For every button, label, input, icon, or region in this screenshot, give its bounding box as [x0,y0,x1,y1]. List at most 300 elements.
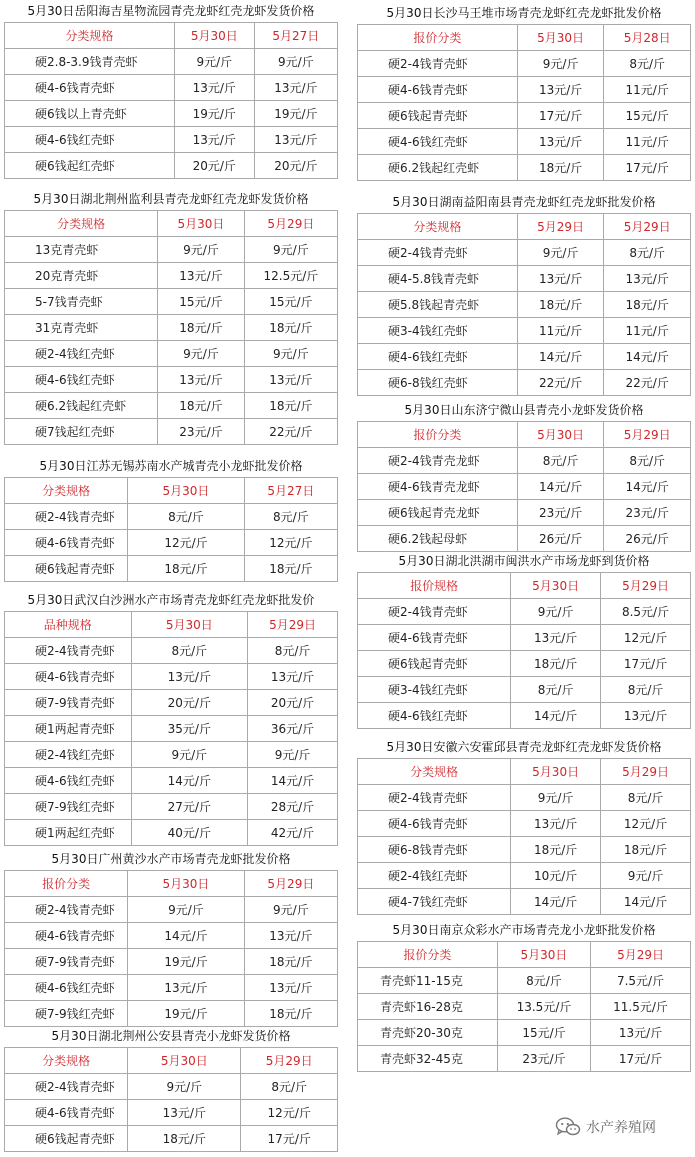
price-table [357,758,691,915]
price-previous-cell: 17元/斤 [241,1126,338,1152]
price-previous-cell: 19元/斤 [254,101,337,127]
price-previous-cell: 22元/斤 [604,370,691,396]
header-row [5,211,338,237]
price-previous-cell: 9元/斤 [601,863,691,889]
price-current-cell: 13元/斤 [174,75,254,101]
spec-cell: 硬6钱起青壳虾 [358,651,511,677]
price-previous-cell: 18元/斤 [604,292,691,318]
price-current-cell: 18元/斤 [158,393,245,419]
header-date-current: 5月30日 [497,942,590,968]
spec-cell: 硬2-4钱红壳虾 [5,341,158,367]
header-date-current: 5月30日 [517,25,604,51]
price-previous-cell: 22元/斤 [244,419,337,445]
price-previous-cell: 13元/斤 [244,975,337,1001]
spec-cell: 硬2-4钱青壳虾 [358,51,518,77]
table-row [358,1020,691,1046]
table-row [5,393,338,419]
table-row [358,51,691,77]
header-date-previous: 5月27日 [244,478,337,504]
table-row [5,1126,338,1152]
spec-cell: 硬4-6钱青壳虾 [5,923,128,949]
table-title: 5月30日岳阳海吉星物流园青壳龙虾红壳龙虾发货价格 [27,4,315,18]
price-previous-cell: 13元/斤 [601,703,691,729]
table-row [358,1046,691,1072]
price-previous-cell: 8元/斤 [601,677,691,703]
price-previous-cell: 14元/斤 [604,474,691,500]
table-row [358,889,691,915]
price-current-cell: 23元/斤 [158,419,245,445]
price-previous-cell: 11.5元/斤 [591,994,691,1020]
table-row [5,949,338,975]
table-row [358,994,691,1020]
price-table [357,213,691,396]
price-previous-cell: 15元/斤 [604,103,691,129]
spec-cell: 青壳虾11-15克 [358,968,498,994]
price-current-cell: 9元/斤 [158,237,245,263]
header-row [358,422,691,448]
price-table-wuxi [4,455,338,582]
price-previous-cell: 12元/斤 [601,811,691,837]
price-previous-cell: 8元/斤 [248,638,338,664]
spec-cell: 硬4-6钱红壳虾 [358,129,518,155]
price-previous-cell: 36元/斤 [248,716,338,742]
spec-cell: 硬2-4钱青壳虾 [5,504,128,530]
price-current-cell: 18元/斤 [511,837,601,863]
price-current-cell: 8元/斤 [497,968,590,994]
price-previous-cell: 14元/斤 [248,768,338,794]
price-current-cell: 8元/斤 [131,638,248,664]
table-row [358,500,691,526]
header-spec: 报价分类 [5,871,128,897]
spec-cell: 硬6钱起青壳虾 [358,103,518,129]
spec-cell: 硬1两起青壳虾 [5,716,132,742]
price-current-cell: 13元/斤 [517,77,604,103]
price-previous-cell: 20元/斤 [254,153,337,179]
price-previous-cell: 8.5元/斤 [601,599,691,625]
table-row [5,820,338,846]
table-row [358,703,691,729]
price-current-cell: 13元/斤 [158,367,245,393]
price-previous-cell: 9元/斤 [244,237,337,263]
price-current-cell: 15元/斤 [497,1020,590,1046]
header-spec: 分类规格 [5,1048,128,1074]
price-table-huoqiu [357,736,691,915]
price-current-cell: 9元/斤 [128,1074,241,1100]
header-date-current: 5月30日 [511,573,601,599]
spec-cell: 青壳虾32-45克 [358,1046,498,1072]
price-previous-cell: 13元/斤 [254,127,337,153]
price-current-cell: 15元/斤 [158,289,245,315]
header-spec: 分类规格 [5,23,175,49]
table-row [5,530,338,556]
spec-cell: 硬3-4钱红壳虾 [358,677,511,703]
table-row [5,341,338,367]
header-date-current: 5月30日 [158,211,245,237]
price-current-cell: 13元/斤 [128,975,245,1001]
price-table-guangzhou [4,848,338,1027]
header-spec: 报价分类 [358,422,518,448]
header-row [358,25,691,51]
header-spec: 报价分类 [358,942,498,968]
price-current-cell: 8元/斤 [517,448,604,474]
price-previous-cell: 13元/斤 [244,367,337,393]
spec-cell: 硬4-6钱青壳虾 [358,625,511,651]
table-row [358,448,691,474]
price-previous-cell: 8元/斤 [604,51,691,77]
price-current-cell: 14元/斤 [128,923,245,949]
header-row [5,612,338,638]
header-spec: 分类规格 [5,478,128,504]
price-current-cell: 13元/斤 [517,266,604,292]
price-previous-cell: 18元/斤 [601,837,691,863]
spec-cell: 硬7钱起红壳虾 [5,419,158,445]
price-current-cell: 23元/斤 [497,1046,590,1072]
spec-cell: 硬4-6钱红壳虾 [5,975,128,1001]
table-row [358,266,691,292]
price-previous-cell: 13元/斤 [254,75,337,101]
price-previous-cell: 12元/斤 [241,1100,338,1126]
table-row [5,923,338,949]
table-row [5,101,338,127]
price-current-cell: 9元/斤 [131,742,248,768]
spec-cell: 硬6钱起青壳虾 [5,556,128,582]
price-current-cell: 13元/斤 [517,129,604,155]
table-title: 5月30日安徽六安霍邱县青壳龙虾红壳龙虾发货价格 [386,740,662,754]
table-row [358,526,691,552]
table-row [358,474,691,500]
header-date-previous: 5月29日 [604,422,691,448]
price-table [357,941,691,1072]
price-current-cell: 18元/斤 [511,651,601,677]
table-row [5,1001,338,1027]
price-previous-cell: 18元/斤 [244,315,337,341]
table-row [358,785,691,811]
header-date-current: 5月30日 [128,478,245,504]
price-current-cell: 14元/斤 [131,768,248,794]
spec-cell: 硬4-6钱红壳虾 [358,344,518,370]
price-previous-cell: 26元/斤 [604,526,691,552]
header-row [5,23,338,49]
table-row [5,638,338,664]
price-table [4,1047,338,1152]
table-row [358,155,691,181]
price-previous-cell: 8元/斤 [604,448,691,474]
price-previous-cell: 8元/斤 [241,1074,338,1100]
spec-cell: 硬4-6钱青壳龙虾 [358,474,518,500]
table-row [358,625,691,651]
table-row [358,292,691,318]
price-previous-cell: 11元/斤 [604,129,691,155]
price-table-yiyang [357,191,691,396]
table-row [358,370,691,396]
spec-cell: 硬2.8-3.9钱青壳虾 [5,49,175,75]
price-previous-cell: 8元/斤 [601,785,691,811]
header-spec: 分类规格 [5,211,158,237]
price-table-weishan [357,399,691,552]
table-row [5,49,338,75]
header-row [358,573,691,599]
price-current-cell: 14元/斤 [517,344,604,370]
spec-cell: 硬4-7钱红壳虾 [358,889,511,915]
header-date-previous: 5月28日 [604,25,691,51]
price-current-cell: 13元/斤 [174,127,254,153]
table-row [5,289,338,315]
price-current-cell: 18元/斤 [517,155,604,181]
price-current-cell: 9元/斤 [517,51,604,77]
price-current-cell: 13元/斤 [158,263,245,289]
price-previous-cell: 9元/斤 [244,897,337,923]
table-title: 5月30日湖北荆州公安县青壳小龙虾发货价格 [51,1029,291,1043]
spec-cell: 硬2-4钱青壳虾 [358,599,511,625]
price-previous-cell: 12.5元/斤 [244,263,337,289]
spec-cell: 硬4-6钱青壳虾 [5,664,132,690]
spec-cell: 硬6-8钱红壳虾 [358,370,518,396]
price-current-cell: 13.5元/斤 [497,994,590,1020]
price-table-honghu [357,550,691,729]
spec-cell: 青壳虾16-28克 [358,994,498,1020]
price-previous-cell: 17元/斤 [591,1046,691,1072]
price-previous-cell: 13元/斤 [591,1020,691,1046]
table-row [358,240,691,266]
table-row [358,863,691,889]
price-table [4,477,338,582]
header-date-current: 5月30日 [128,1048,241,1074]
price-table-jianli [4,188,338,445]
spec-cell: 20克青壳虾 [5,263,158,289]
header-row [358,214,691,240]
spec-cell: 硬4-6钱青壳虾 [5,530,128,556]
table-row [5,794,338,820]
header-date-current: 5月30日 [131,612,248,638]
spec-cell: 13克青壳虾 [5,237,158,263]
spec-cell: 硬7-9钱红壳虾 [5,1001,128,1027]
header-spec: 分类规格 [358,759,511,785]
price-current-cell: 9元/斤 [511,785,601,811]
price-previous-cell: 13元/斤 [604,266,691,292]
header-spec: 分类规格 [358,214,518,240]
header-date-current: 5月30日 [174,23,254,49]
table-title: 5月30日广州黄沙水产市场青壳龙虾批发价格 [51,852,291,866]
price-current-cell: 19元/斤 [174,101,254,127]
table-row [5,690,338,716]
table-row [5,419,338,445]
price-table [357,421,691,552]
table-row [5,768,338,794]
table-row [358,77,691,103]
table-row [5,975,338,1001]
spec-cell: 5-7钱青壳虾 [5,289,158,315]
price-previous-cell: 11元/斤 [604,77,691,103]
price-table-gongan [4,1025,338,1152]
header-row [358,759,691,785]
spec-cell: 硬6.2钱起母虾 [358,526,518,552]
price-previous-cell: 18元/斤 [244,1001,337,1027]
header-date-previous: 5月29日 [244,871,337,897]
spec-cell: 硬2-4钱青壳虾 [5,1074,128,1100]
header-date-current: 5月30日 [517,422,604,448]
table-row [5,716,338,742]
price-current-cell: 20元/斤 [174,153,254,179]
spec-cell: 青壳虾20-30克 [358,1020,498,1046]
table-title: 5月30日湖北洪湖市闽洪水产市场龙虾到货价格 [398,554,650,568]
header-date-current: 5月29日 [517,214,604,240]
spec-cell: 硬7-9钱青壳虾 [5,690,132,716]
price-previous-cell: 15元/斤 [244,289,337,315]
table-row [5,742,338,768]
header-date-previous: 5月29日 [248,612,338,638]
price-current-cell: 14元/斤 [511,889,601,915]
price-previous-cell: 17元/斤 [604,155,691,181]
price-previous-cell: 14元/斤 [604,344,691,370]
spec-cell: 硬2-4钱青壳虾 [5,897,128,923]
price-current-cell: 22元/斤 [517,370,604,396]
spec-cell: 硬4-6钱红壳虾 [5,768,132,794]
table-row [358,677,691,703]
wechat-icon [555,1117,581,1137]
price-current-cell: 9元/斤 [517,240,604,266]
price-previous-cell: 18元/斤 [244,556,337,582]
spec-cell: 硬2-4钱红壳虾 [358,863,511,889]
price-current-cell: 20元/斤 [131,690,248,716]
price-previous-cell: 8元/斤 [604,240,691,266]
table-row [5,897,338,923]
price-previous-cell: 12元/斤 [601,625,691,651]
table-row [5,263,338,289]
price-previous-cell: 8元/斤 [244,504,337,530]
table-row [358,129,691,155]
table-row [5,367,338,393]
price-previous-cell: 28元/斤 [248,794,338,820]
spec-cell: 硬2-4钱青壳虾 [358,785,511,811]
table-row [5,127,338,153]
spec-cell: 硬5.8钱起青壳虾 [358,292,518,318]
price-current-cell: 13元/斤 [128,1100,241,1126]
price-current-cell: 18元/斤 [517,292,604,318]
table-title: 5月30日武汉白沙洲水产市场青壳龙虾红壳龙虾批发价 [27,593,315,607]
table-row [358,968,691,994]
price-current-cell: 23元/斤 [517,500,604,526]
table-row [5,315,338,341]
price-current-cell: 27元/斤 [131,794,248,820]
price-current-cell: 35元/斤 [131,716,248,742]
header-spec: 报价分类 [358,25,518,51]
price-table [4,870,338,1027]
spec-cell: 硬4-6钱红壳虾 [5,367,158,393]
spec-cell: 硬6钱以上青壳虾 [5,101,175,127]
price-current-cell: 18元/斤 [158,315,245,341]
price-current-cell: 14元/斤 [511,703,601,729]
spec-cell: 硬3-4钱红壳虾 [358,318,518,344]
price-current-cell: 18元/斤 [128,1126,241,1152]
price-table [4,210,338,445]
price-previous-cell: 7.5元/斤 [591,968,691,994]
header-date-previous: 5月29日 [241,1048,338,1074]
price-current-cell: 13元/斤 [131,664,248,690]
header-date-current: 5月30日 [128,871,245,897]
price-previous-cell: 12元/斤 [244,530,337,556]
price-previous-cell: 20元/斤 [248,690,338,716]
price-table-wuhan [4,589,338,846]
price-current-cell: 8元/斤 [128,504,245,530]
price-current-cell: 13元/斤 [511,625,601,651]
spec-cell: 硬7-9钱红壳虾 [5,794,132,820]
header-date-current: 5月30日 [511,759,601,785]
table-row [358,837,691,863]
price-current-cell: 11元/斤 [517,318,604,344]
price-current-cell: 9元/斤 [158,341,245,367]
table-row [358,811,691,837]
price-previous-cell: 9元/斤 [254,49,337,75]
table-title: 5月30日湖南益阳南县青壳龙虾红壳龙虾批发价格 [392,195,656,209]
header-spec: 品种规格 [5,612,132,638]
price-previous-cell: 18元/斤 [244,393,337,419]
table-row [5,1074,338,1100]
watermark-text: 水产养殖网 [586,1120,656,1136]
price-current-cell: 12元/斤 [128,530,245,556]
header-date-previous: 5月29日 [601,573,691,599]
price-current-cell: 19元/斤 [128,1001,245,1027]
header-date-previous: 5月29日 [244,211,337,237]
table-row [358,651,691,677]
table-row [5,1100,338,1126]
price-current-cell: 17元/斤 [517,103,604,129]
table-title: 5月30日南京众彩水产市场青壳龙小龙虾批发价格 [392,923,656,937]
watermark [555,1115,656,1139]
spec-cell: 硬2-4钱红壳虾 [5,742,132,768]
header-row [5,871,338,897]
spec-cell: 硬6钱起青壳龙虾 [358,500,518,526]
table-title: 5月30日江苏无锡苏南水产城青壳小龙虾批发价格 [39,459,303,473]
table-title: 5月30日山东济宁微山县青壳小龙虾发货价格 [404,403,644,417]
price-current-cell: 9元/斤 [511,599,601,625]
spec-cell: 硬6钱起红壳虾 [5,153,175,179]
spec-cell: 硬6.2钱起红壳虾 [5,393,158,419]
price-previous-cell: 17元/斤 [601,651,691,677]
price-table-changsha [357,2,691,181]
price-previous-cell: 9元/斤 [244,341,337,367]
price-table [4,611,338,846]
table-row [358,344,691,370]
spec-cell: 硬6-8钱青壳虾 [358,837,511,863]
spec-cell: 硬4-6钱红壳虾 [358,703,511,729]
table-row [5,504,338,530]
table-row [358,103,691,129]
price-previous-cell: 11元/斤 [604,318,691,344]
price-current-cell: 10元/斤 [511,863,601,889]
price-previous-cell: 13元/斤 [244,923,337,949]
price-table [357,24,691,181]
table-row [358,318,691,344]
spec-cell: 硬2-4钱青壳龙虾 [358,448,518,474]
price-current-cell: 9元/斤 [174,49,254,75]
price-current-cell: 14元/斤 [517,474,604,500]
spec-cell: 硬6.2钱起红壳虾 [358,155,518,181]
price-previous-cell: 13元/斤 [248,664,338,690]
spec-cell: 31克青壳虾 [5,315,158,341]
spec-cell: 硬4-6钱红壳虾 [5,127,175,153]
spec-cell: 硬4-6钱青壳虾 [5,75,175,101]
price-previous-cell: 18元/斤 [244,949,337,975]
spec-cell: 硬4-6钱青壳虾 [5,1100,128,1126]
price-previous-cell: 14元/斤 [601,889,691,915]
header-date-previous: 5月29日 [604,214,691,240]
price-current-cell: 19元/斤 [128,949,245,975]
price-current-cell: 8元/斤 [511,677,601,703]
price-current-cell: 40元/斤 [131,820,248,846]
table-title: 5月30日长沙马王堆市场青壳龙虾红壳龙虾批发价格 [386,6,662,20]
price-table [357,572,691,729]
header-row [5,1048,338,1074]
